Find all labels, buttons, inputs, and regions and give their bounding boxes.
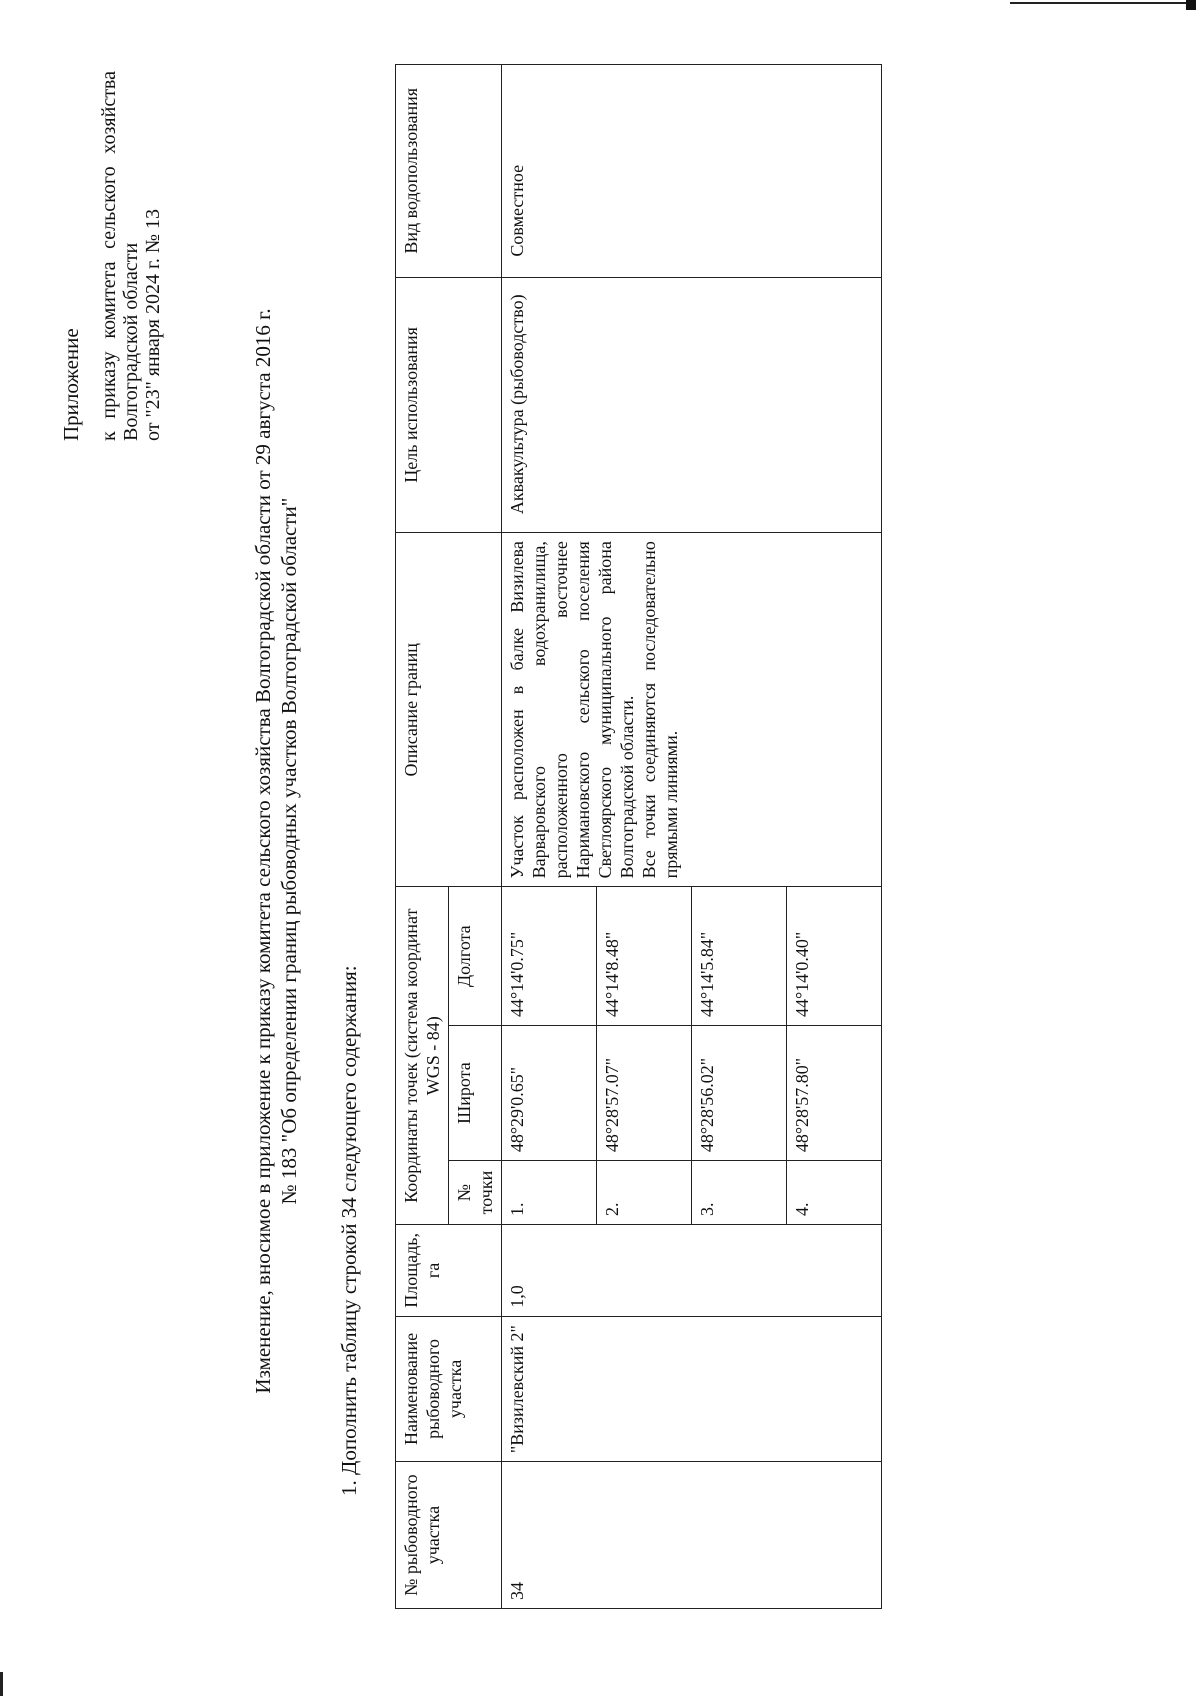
- cell-lat: 48°28'57.80": [787, 1026, 882, 1161]
- document-title-line-2: № 183 "Об определении границ рыбоводных участков Волгоградской области": [277, 497, 301, 1205]
- header-boundaries: Описание границ: [396, 533, 502, 887]
- header-coords: Координаты точек (система координат WGS - 84): [396, 887, 449, 1225]
- cell-point-no: 3.: [692, 1161, 787, 1225]
- cell-lat: 48°28'57.07": [597, 1026, 692, 1161]
- cell-boundaries: [502, 533, 882, 887]
- cell-point-no: 1.: [502, 1161, 597, 1225]
- cell-purpose: Аквакультура (рыбоводство): [502, 277, 882, 533]
- cell-use-type: Совместное: [502, 65, 882, 278]
- cell-lon: 44°14'0.75": [502, 887, 597, 1026]
- cell-area: 1,0: [502, 1225, 882, 1317]
- cell-point-no: 4.: [787, 1161, 882, 1225]
- header-use-type: Вид водопользования: [396, 65, 502, 278]
- cell-name: "Визилевский 2": [502, 1316, 882, 1461]
- header-area: Площадь, га: [396, 1225, 502, 1317]
- appendix-reference: к приказу комитета сельского хозяйства Волгоградской области: [98, 71, 142, 441]
- cell-lat: 48°29'0.65": [502, 1026, 597, 1161]
- document-title: [250, 101, 302, 1601]
- appendix-date: от "23" января 2024 г. № 13: [142, 209, 164, 441]
- cell-lon: 44°14'8.48": [597, 887, 692, 1026]
- header-name: Наименование рыбоводного участка: [396, 1316, 502, 1461]
- cell-lon: 44°14'5.84": [692, 887, 787, 1026]
- header-point-no: № точки: [449, 1161, 502, 1225]
- cell-lon: 44°14'0.40": [787, 887, 882, 1026]
- header-lon: Долгота: [449, 887, 502, 1026]
- header-number: № рыбоводного участка: [396, 1462, 502, 1609]
- table-header-row: [396, 65, 449, 1609]
- boundaries-paragraph-1: Участок расположен в балке Визилева Варваровского водохранилища, расположенного восточнее Наримановского сельского поселения Светлоярского муниципального района Волгоградской области.: [507, 541, 637, 879]
- boundaries-paragraph-2: Все точки соединяются последовательно прямыми линиями.: [639, 541, 681, 879]
- instruction-text: 1. Дополнить таблицу строкой 34 следующего содержания:: [337, 965, 361, 1496]
- header-purpose: Цель использования: [396, 277, 502, 533]
- fish-plot-table: [395, 64, 882, 1609]
- document-title-line-1: Изменение, вносимое в приложение к приказу комитета сельского хозяйства Волгоградской области от 29 августа 2016 г.: [251, 308, 275, 1394]
- cell-point-no: 2.: [597, 1161, 692, 1225]
- cell-number: 34: [502, 1462, 882, 1609]
- header-lat: Широта: [449, 1026, 502, 1161]
- appendix-title: Приложение: [59, 328, 83, 441]
- cell-lat: 48°28'56.02": [692, 1026, 787, 1161]
- table-row: [502, 65, 597, 1609]
- appendix-header: [60, 71, 164, 441]
